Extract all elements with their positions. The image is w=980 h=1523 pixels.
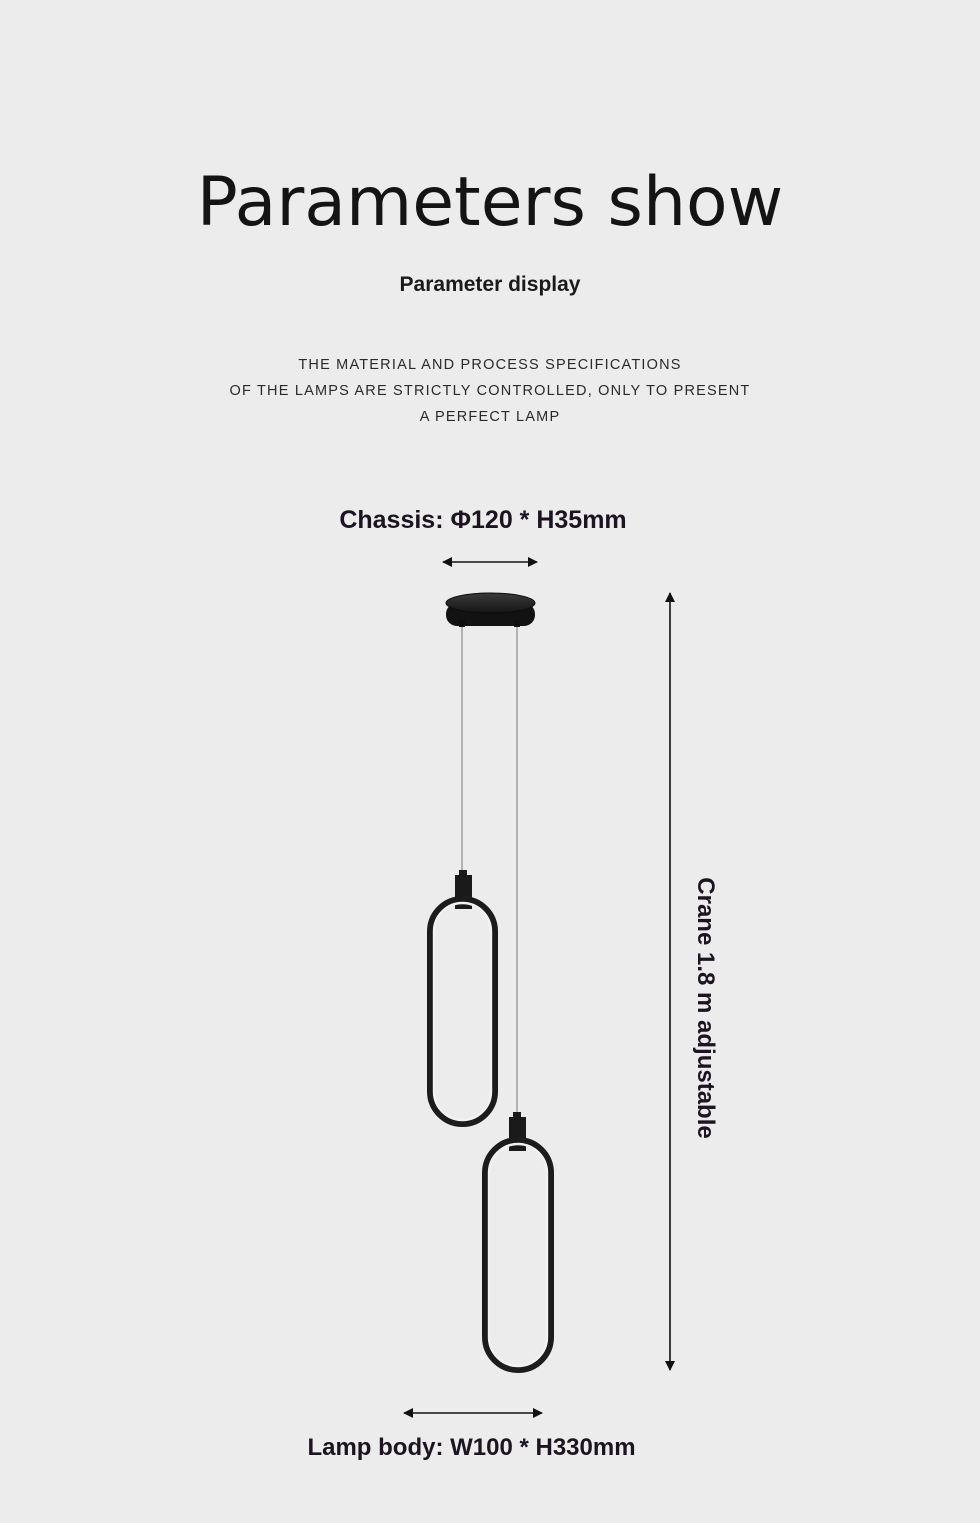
description-line: THE MATERIAL AND PROCESS SPECIFICATIONS [298, 357, 682, 373]
suspension-cable [462, 627, 517, 1118]
description-line: A PERFECT LAMP [419, 409, 561, 425]
chassis-dimension-label: Chassis: Φ120 * H35mm [339, 506, 627, 534]
crane-length-label: Crane 1.8 m adjustable [692, 877, 719, 1139]
page-title: Parameters show [196, 163, 784, 242]
lamp-body-dimension-label: Lamp body: W100 * H330mm [307, 1434, 636, 1461]
ring-lamp-lower [485, 1112, 551, 1370]
page-subtitle: Parameter display [399, 273, 581, 296]
ring-lamp-upper [430, 870, 495, 1124]
description-line: OF THE LAMPS ARE STRICTLY CONTROLLED, ONLY TO PRESENT [229, 383, 751, 399]
canopy [446, 593, 535, 627]
